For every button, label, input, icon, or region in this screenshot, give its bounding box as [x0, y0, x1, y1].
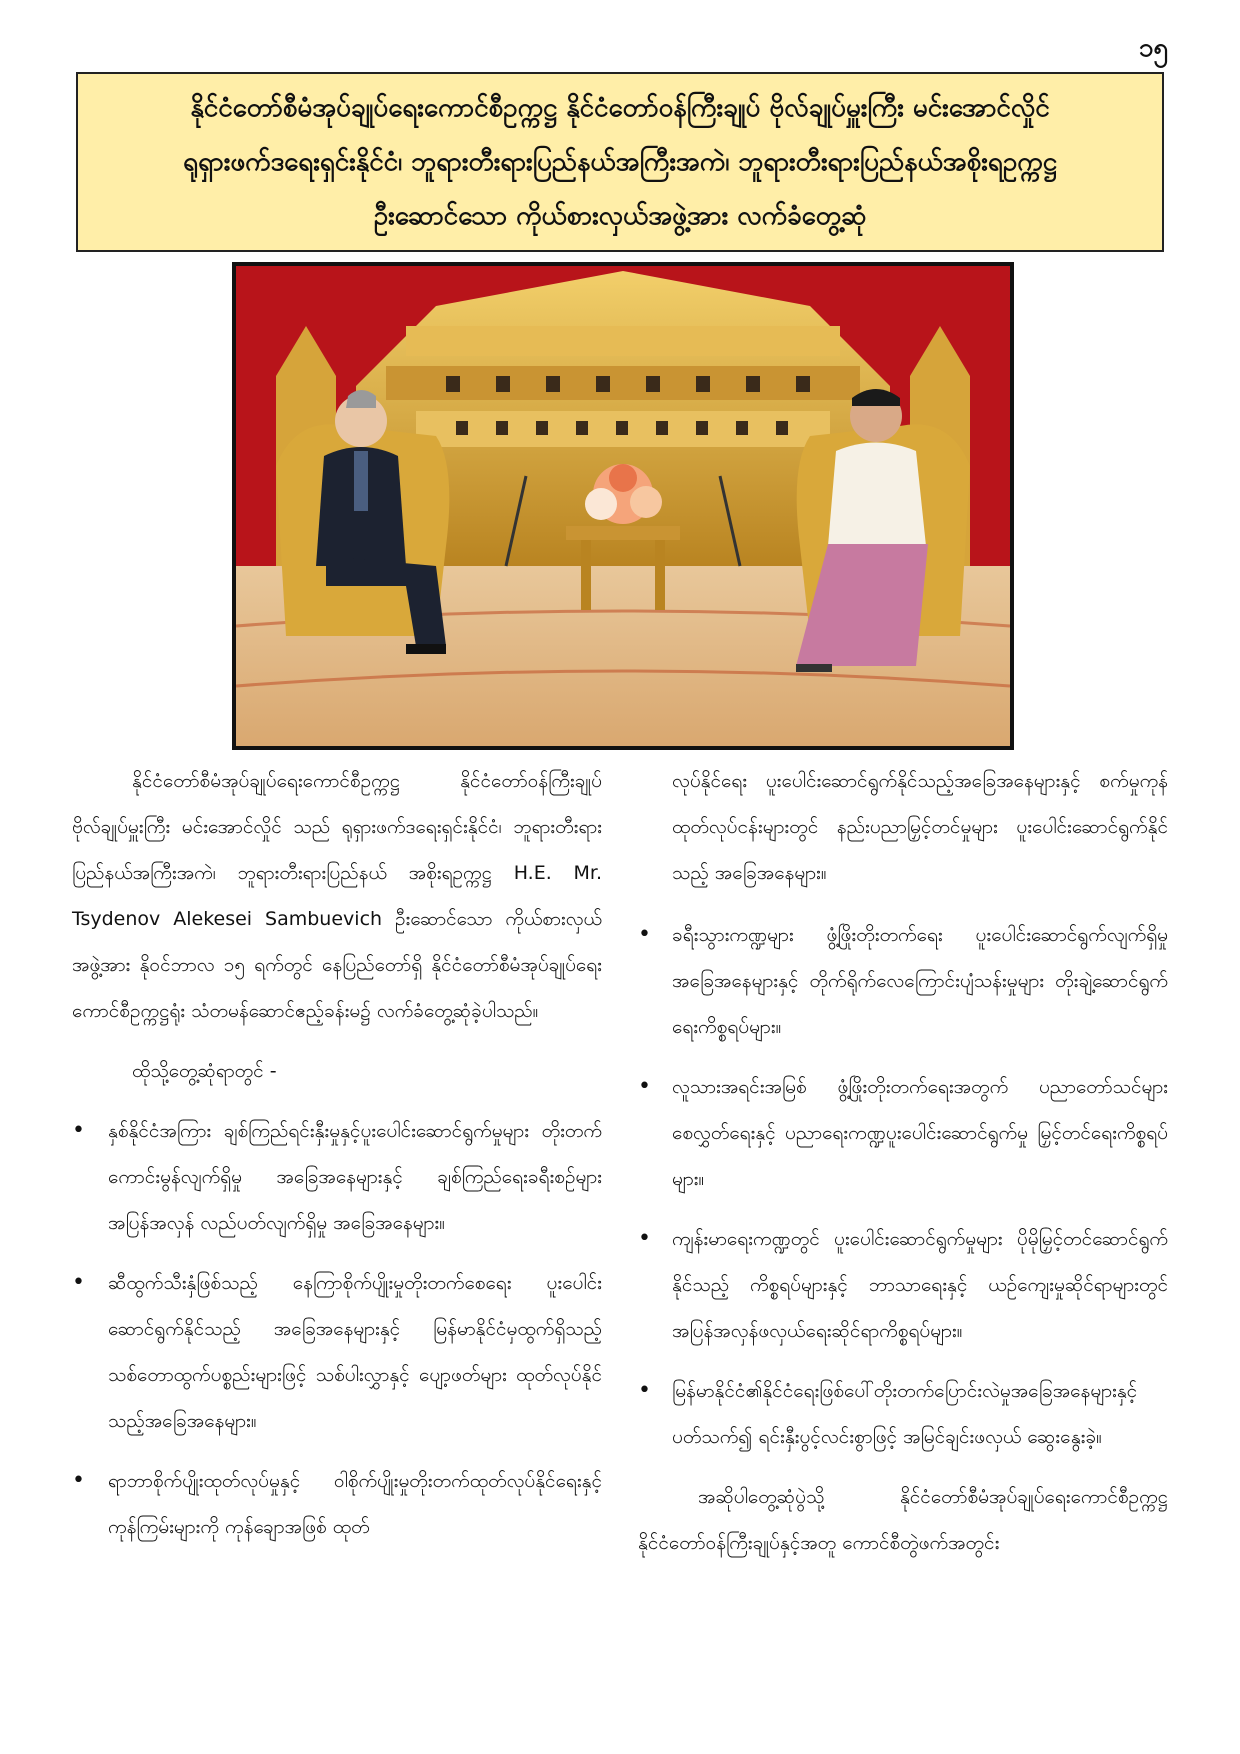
- lead-in-text: ထိုသို့တွေ့ဆုံရာတွင် -: [132, 1060, 277, 1082]
- meeting-photo-illustration: [236, 266, 1010, 746]
- headline-line-2: ရုရှားဖက်ဒရေးရှင်းနိုင်ငံ၊ ဘူရားတီးရားပြည်နယ်အကြီးအကဲ၊ ဘူရားတီးရားပြည်နယ်အစိုးရဥက္ကဋ္ဌ: [183, 147, 1057, 177]
- headline-line-1: နိုင်ငံတော်စီမံအုပ်ချုပ်ရေးကောင်စီဥက္ကဋ္ဌ နိုင်ငံတော်ဝန်ကြီးချုပ် ဗိုလ်ချုပ်မှူးကြီး မင်းအောင်လှိုင်: [190, 93, 1050, 123]
- bullet-item: • မြန်မာနိုင်ငံ၏နိုင်ငံရေးဖြစ်ပေါ်တိုးတက်ပြောင်းလဲမှုအခြေအနေများနှင့်ပတ်သက်၍ ရင်းနှီးပွင့်လင်းစွာဖြင့် အမြင်ချင်းဖလှယ် ဆွေးနွေးခဲ့။: [638, 1368, 1168, 1460]
- bullet-item: • ရာဘာစိုက်ပျိုးထုတ်လုပ်မှုနှင့် ဝါစိုက်ပျိုးမှုတိုးတက်ထုတ်လုပ်နိုင်ရေးနှင့် ကုန်ကြမ်းများကို ကုန်ချောအဖြစ် ထုတ်: [72, 1458, 602, 1550]
- bullet-item: • ကျန်းမာရေးကဏ္ဍတွင် ပူးပေါင်းဆောင်ရွက်မှုများ ပိုမိုမြှင့်တင်ဆောင်ရွက်နိုင်သည့် ကိစ္စရပ်များနှင့် ဘာသာရေးနှင့် ယဉ်ကျေးမှုဆိုင်ရာများတွင် အပြန်အလှန်ဖလှယ်ရေးဆိုင်ရာကိစ္စရပ်များ။: [638, 1216, 1168, 1354]
- bullet-item: • လူသားအရင်းအမြစ် ဖွံ့ဖြိုးတိုးတက်ရေးအတွက် ပညာတော်သင်များစေလွှတ်ရေးနှင့် ပညာရေးကဏ္ဍပူးပေါင်းဆောင်ရွက်မှု မြှင့်တင်ရေးကိစ္စရပ်များ။: [638, 1064, 1168, 1202]
- bullet-item: • နှစ်နိုင်ငံအကြား ချစ်ကြည်ရင်းနှီးမှုနှင့်ပူးပေါင်းဆောင်ရွက်မှုများ တိုးတက်ကောင်းမွန်လျက်ရှိမှု အခြေအနေများနှင့် ချစ်ကြည်ရေးခရီးစဉ်များ အပြန်အလှန် လည်ပတ်လျက်ရှိမှု အခြေအနေများ။: [72, 1108, 602, 1246]
- headline-box: [76, 72, 1164, 252]
- continuation-text: လုပ်နိုင်ရေး ပူးပေါင်းဆောင်ရွက်နိုင်သည့်အခြေအနေများနှင့် စက်မှုကုန်ထုတ်လုပ်ငန်းများတွင် နည်းပညာမြှင့်တင်မှုများ ပူးပေါင်းဆောင်ရွက်နိုင်သည့် အခြေအနေများ။: [672, 770, 1168, 884]
- page-number: ၁၅: [1138, 33, 1168, 63]
- left-column: [72, 758, 602, 1564]
- right-column: [638, 758, 1168, 1580]
- meeting-photo: [232, 262, 1014, 750]
- closing-paragraph: အဆိုပါတွေ့ဆုံပွဲသို့ နိုင်ငံတော်စီမံအုပ်ချုပ်ရေးကောင်စီဥက္ကဋ္ဌ နိုင်ငံတော်ဝန်ကြီးချုပ်နှင့်အတူ ကောင်စီတွဲဖက်အတွင်း: [638, 1486, 1168, 1554]
- bullet-item: • ဆီထွက်သီးနှံဖြစ်သည့် နေကြာစိုက်ပျိုးမှုတိုးတက်စေရေး ပူးပေါင်းဆောင်ရွက်နိုင်သည့် အခြေအနေများနှင့် မြန်မာနိုင်ငံမှထွက်ရှိသည့် သစ်တောထွက်ပစ္စည်းများဖြင့် သစ်ပါးလွှာနှင့် ပျော့ဖတ်များ ထုတ်လုပ်နိုင်သည့်အခြေအနေများ။: [72, 1260, 602, 1444]
- headline-line-3: ဦးဆောင်သော ကိုယ်စားလှယ်အဖွဲ့အား လက်ခံတွေ့ဆုံ: [373, 201, 867, 231]
- intro-paragraph: နိုင်ငံတော်စီမံအုပ်ချုပ်ရေးကောင်စီဥက္ကဋ္ဌ နိုင်ငံတော်ဝန်ကြီးချုပ် ဗိုလ်ချုပ်မှူးကြီး မင်းအောင်လှိုင် သည် ရုရှားဖက်ဒရေးရှင်းနိုင်ငံ၊ ဘူရားတီးရားပြည်နယ်အကြီးအကဲ၊ ဘူရားတီးရားပြည်နယ် အစိုးရဥက္ကဋ္ဌ H.E. Mr. Tsydenov Alekesei Sambuevich ဦးဆောင်သော ကိုယ်စားလှယ်အဖွဲ့အား နိုဝင်ဘာလ ၁၅ ရက်တွင် နေပြည်တော်ရှိ နိုင်ငံတော်စီမံအုပ်ချုပ်ရေးကောင်စီဥက္ကဋ္ဌရုံး သံတမန်ဆောင်ဧည့်ခန်းမ၌ လက်ခံတွေ့ဆုံခဲ့ပါသည်။: [72, 770, 602, 1022]
- bullet-item: • ခရီးသွားကဏ္ဍများ ဖွံ့ဖြိုးတိုးတက်ရေး ပူးပေါင်းဆောင်ရွက်လျက်ရှိမှုအခြေအနေများနှင့် တိုက်ရိုက်လေကြောင်းပျံသန်းမှုများ တိုးချဲ့ဆောင်ရွက်ရေးကိစ္စရပ်များ။: [638, 912, 1168, 1050]
